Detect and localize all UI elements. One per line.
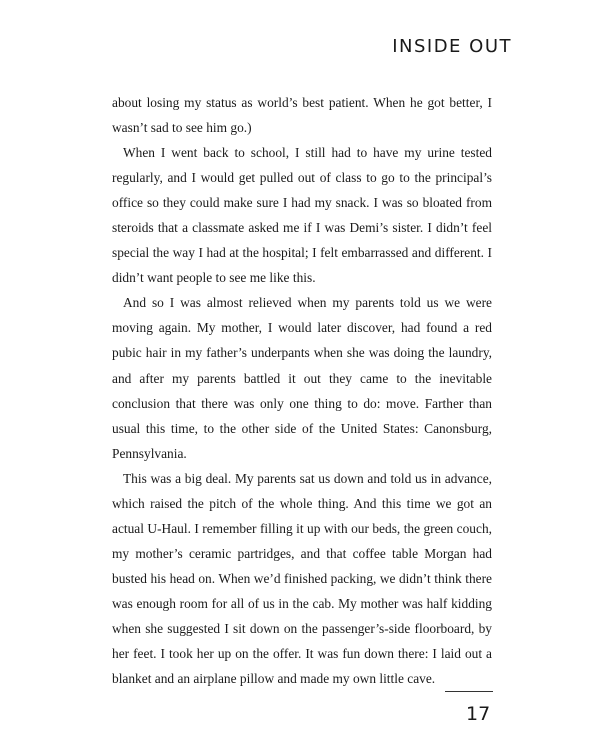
body-text: [112, 90, 492, 691]
running-head: INSIDE OUT: [392, 36, 512, 57]
folio-rule: [445, 691, 493, 692]
paragraph: And so I was almost relieved when my parents told us we were moving again. My mother, I would later discover, had found a red pubic hair in my father’s underpants when she was doing the laundry, and after my parents battled it out they came to the inevitable conclusion that there was only one thing to do: move. Farther than usual this time, to the other side of the United States: Canonsburg, Pennsylvania.: [112, 295, 492, 461]
page-number: 17: [466, 703, 491, 725]
paragraph: This was a big deal. My parents sat us down and told us in advance, which raised the pitch of the whole thing. And this time we got an actual U-Haul. I remember filling it up with our beds, the green couch, my mother’s ceramic partridges, and that coffee table Morgan had busted his head on. When we’d finished packing, we didn’t think there was enough room for all of us in the cab. My mother was half kidding when she suggested I sit down on the passenger’s-side floorboard, by her feet. I took her up on the offer. It was fun down there: I laid out a blanket and an airplane pillow and made my own little cave.: [112, 470, 492, 687]
paragraph: When I went back to school, I still had to have my urine tested regularly, and I would get pulled out of class to go to the principal’s office so they could make sure I had my snack. I was so bloated from steroids that a classmate asked me if I was Demi’s sister. I didn’t feel special the way I had at the hospital; I felt embarrassed and different. I didn’t want people to see me like this.: [112, 145, 492, 286]
paragraph-continued: about losing my status as world’s best patient. When he got better, I wasn’t sad to see him go.): [112, 95, 492, 136]
